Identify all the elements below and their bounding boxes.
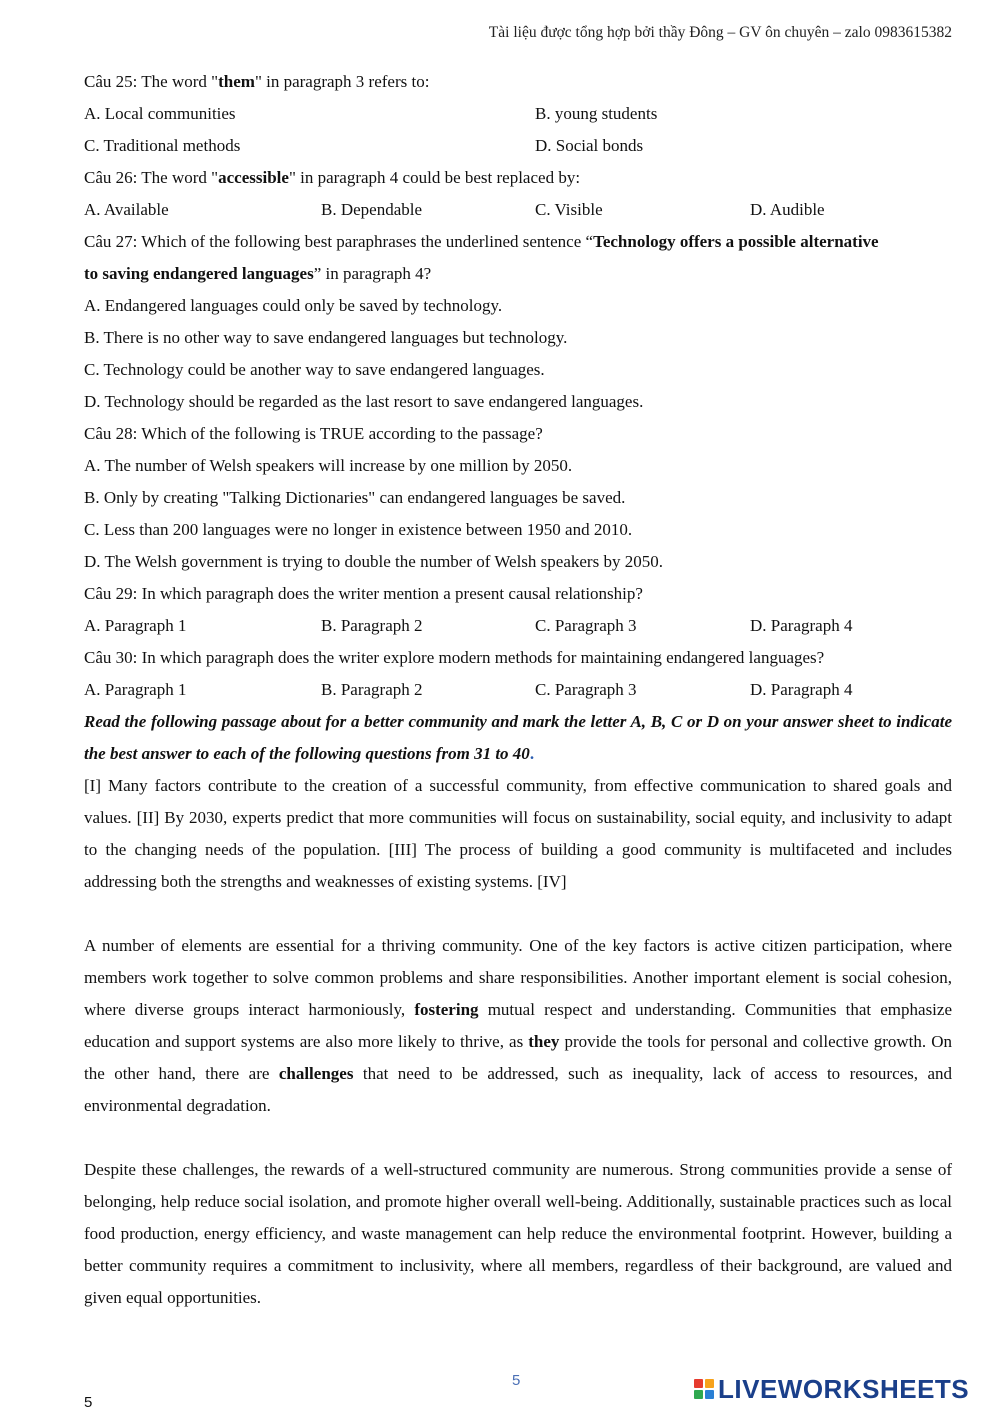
q27-option-a[interactable]: A. Endangered languages could only be saved by technology. [84, 296, 503, 315]
logo-square-orange [705, 1379, 714, 1388]
q30-option-a[interactable]: A. Paragraph 1 [84, 680, 187, 699]
q29-option-d[interactable]: D. Paragraph 4 [750, 616, 853, 635]
passage-instruction: Read the following passage about for a better community and mark the letter A, B, C or D on your answer sheet to indicate the best answer to each of the following questions from 31 to 40. [84, 712, 952, 763]
question-27-line1: Câu 27: Which of the following best paraphrases the underlined sentence “Technology offers a possible alternative [84, 232, 879, 251]
question-26: Câu 26: The word "accessible" in paragraph 4 could be best replaced by: [84, 168, 581, 187]
q25-options-row1 [84, 98, 952, 130]
q25-option-d[interactable]: D. Social bonds [535, 136, 644, 155]
q26-option-d[interactable]: D. Audible [750, 200, 825, 219]
liveworksheets-logo[interactable] [694, 1374, 969, 1404]
logo-square-blue [705, 1390, 714, 1399]
page-header: Tài liệu được tổng hợp bởi thầy Đông – GV ôn chuyên – zalo 0983615382 [488, 24, 952, 41]
q25-option-a[interactable]: A. Local communities [84, 104, 236, 123]
question-29: Câu 29: In which paragraph does the writer mention a present causal relationship? [84, 584, 643, 603]
q25-options-row2 [84, 130, 952, 162]
q30-options [84, 674, 952, 706]
question-28: Câu 28: Which of the following is TRUE according to the passage? [84, 424, 543, 443]
q26-option-a[interactable]: A. Available [84, 200, 169, 219]
question-30: Câu 30: In which paragraph does the writer explore modern methods for maintaining endangered languages? [84, 648, 825, 667]
q28-option-c[interactable]: C. Less than 200 languages were no longer in existence between 1950 and 2010. [84, 520, 633, 539]
q29-options [84, 610, 952, 642]
q28-option-d[interactable]: D. The Welsh government is trying to double the number of Welsh speakers by 2050. [84, 552, 663, 571]
q29-option-b[interactable]: B. Paragraph 2 [321, 616, 423, 635]
q28-option-b[interactable]: B. Only by creating "Talking Dictionaries" can endangered languages be saved. [84, 488, 626, 507]
q25-option-c[interactable]: C. Traditional methods [84, 136, 241, 155]
q26-option-b[interactable]: B. Dependable [321, 200, 423, 219]
q30-option-d[interactable]: D. Paragraph 4 [750, 680, 853, 699]
q26-option-c[interactable]: C. Visible [535, 200, 603, 219]
question-27-line2: to saving endangered languages” in paragraph 4? [84, 264, 432, 283]
q25-option-b[interactable]: B. young students [535, 104, 658, 123]
page-number-left: 5 [84, 1394, 93, 1411]
passage-paragraph-1: [I] Many factors contribute to the creation of a successful community, from effective communication to shared goals and values. [II] By 2030, experts predict that more communities will focus on sustainability, social equity, and inclusivity to adapt to the changing needs of the population. [III] The process of building a good community is multifaceted and includes addressing both the strengths and weaknesses of existing systems. [IV] [84, 776, 952, 891]
logo-square-red [694, 1379, 703, 1388]
document-body [84, 66, 952, 1346]
passage-paragraph-2: A number of elements are essential for a thriving community. One of the key factors is active citizen participation, where members work together to solve common problems and share responsibilities. Another important element is social cohesion, where diverse groups interact harmoniously, fostering mutual respect and understanding. Communities that emphasize education and support systems are also more likely to thrive, as they provide the tools for personal and collective growth. On the other hand, there are challenges that need to be addressed, such as inequality, lack of access to resources, and environmental degradation. [84, 936, 952, 1115]
logo-square-green [694, 1390, 703, 1399]
passage-paragraph-3: Despite these challenges, the rewards of a well-structured community are numerous. Strong communities provide a sense of belonging, help reduce social isolation, and promote higher overall well-being. Additionally, sustainable practices such as local food production, energy efficiency, and waste management can help reduce the environmental footprint. However, building a better community requires a commitment to inclusivity, where all members, regardless of their background, are valued and given equal opportunities. [84, 1160, 952, 1307]
q27-option-b[interactable]: B. There is no other way to save endangered languages but technology. [84, 328, 568, 347]
q30-option-b[interactable]: B. Paragraph 2 [321, 680, 423, 699]
q26-options [84, 194, 952, 226]
q30-option-c[interactable]: C. Paragraph 3 [535, 680, 637, 699]
liveworksheets-logo-icon [694, 1379, 714, 1399]
q29-option-c[interactable]: C. Paragraph 3 [535, 616, 637, 635]
q27-option-d[interactable]: D. Technology should be regarded as the last resort to save endangered languages. [84, 392, 644, 411]
q27-option-c[interactable]: C. Technology could be another way to save endangered languages. [84, 360, 545, 379]
q28-option-a[interactable]: A. The number of Welsh speakers will increase by one million by 2050. [84, 456, 573, 475]
liveworksheets-logo-text: LIVEWORKSHEETS [718, 1373, 970, 1404]
question-25: Câu 25: The word "them" in paragraph 3 refers to: [84, 72, 430, 91]
page-number-center: 5 [512, 1372, 521, 1389]
q29-option-a[interactable]: A. Paragraph 1 [84, 616, 187, 635]
